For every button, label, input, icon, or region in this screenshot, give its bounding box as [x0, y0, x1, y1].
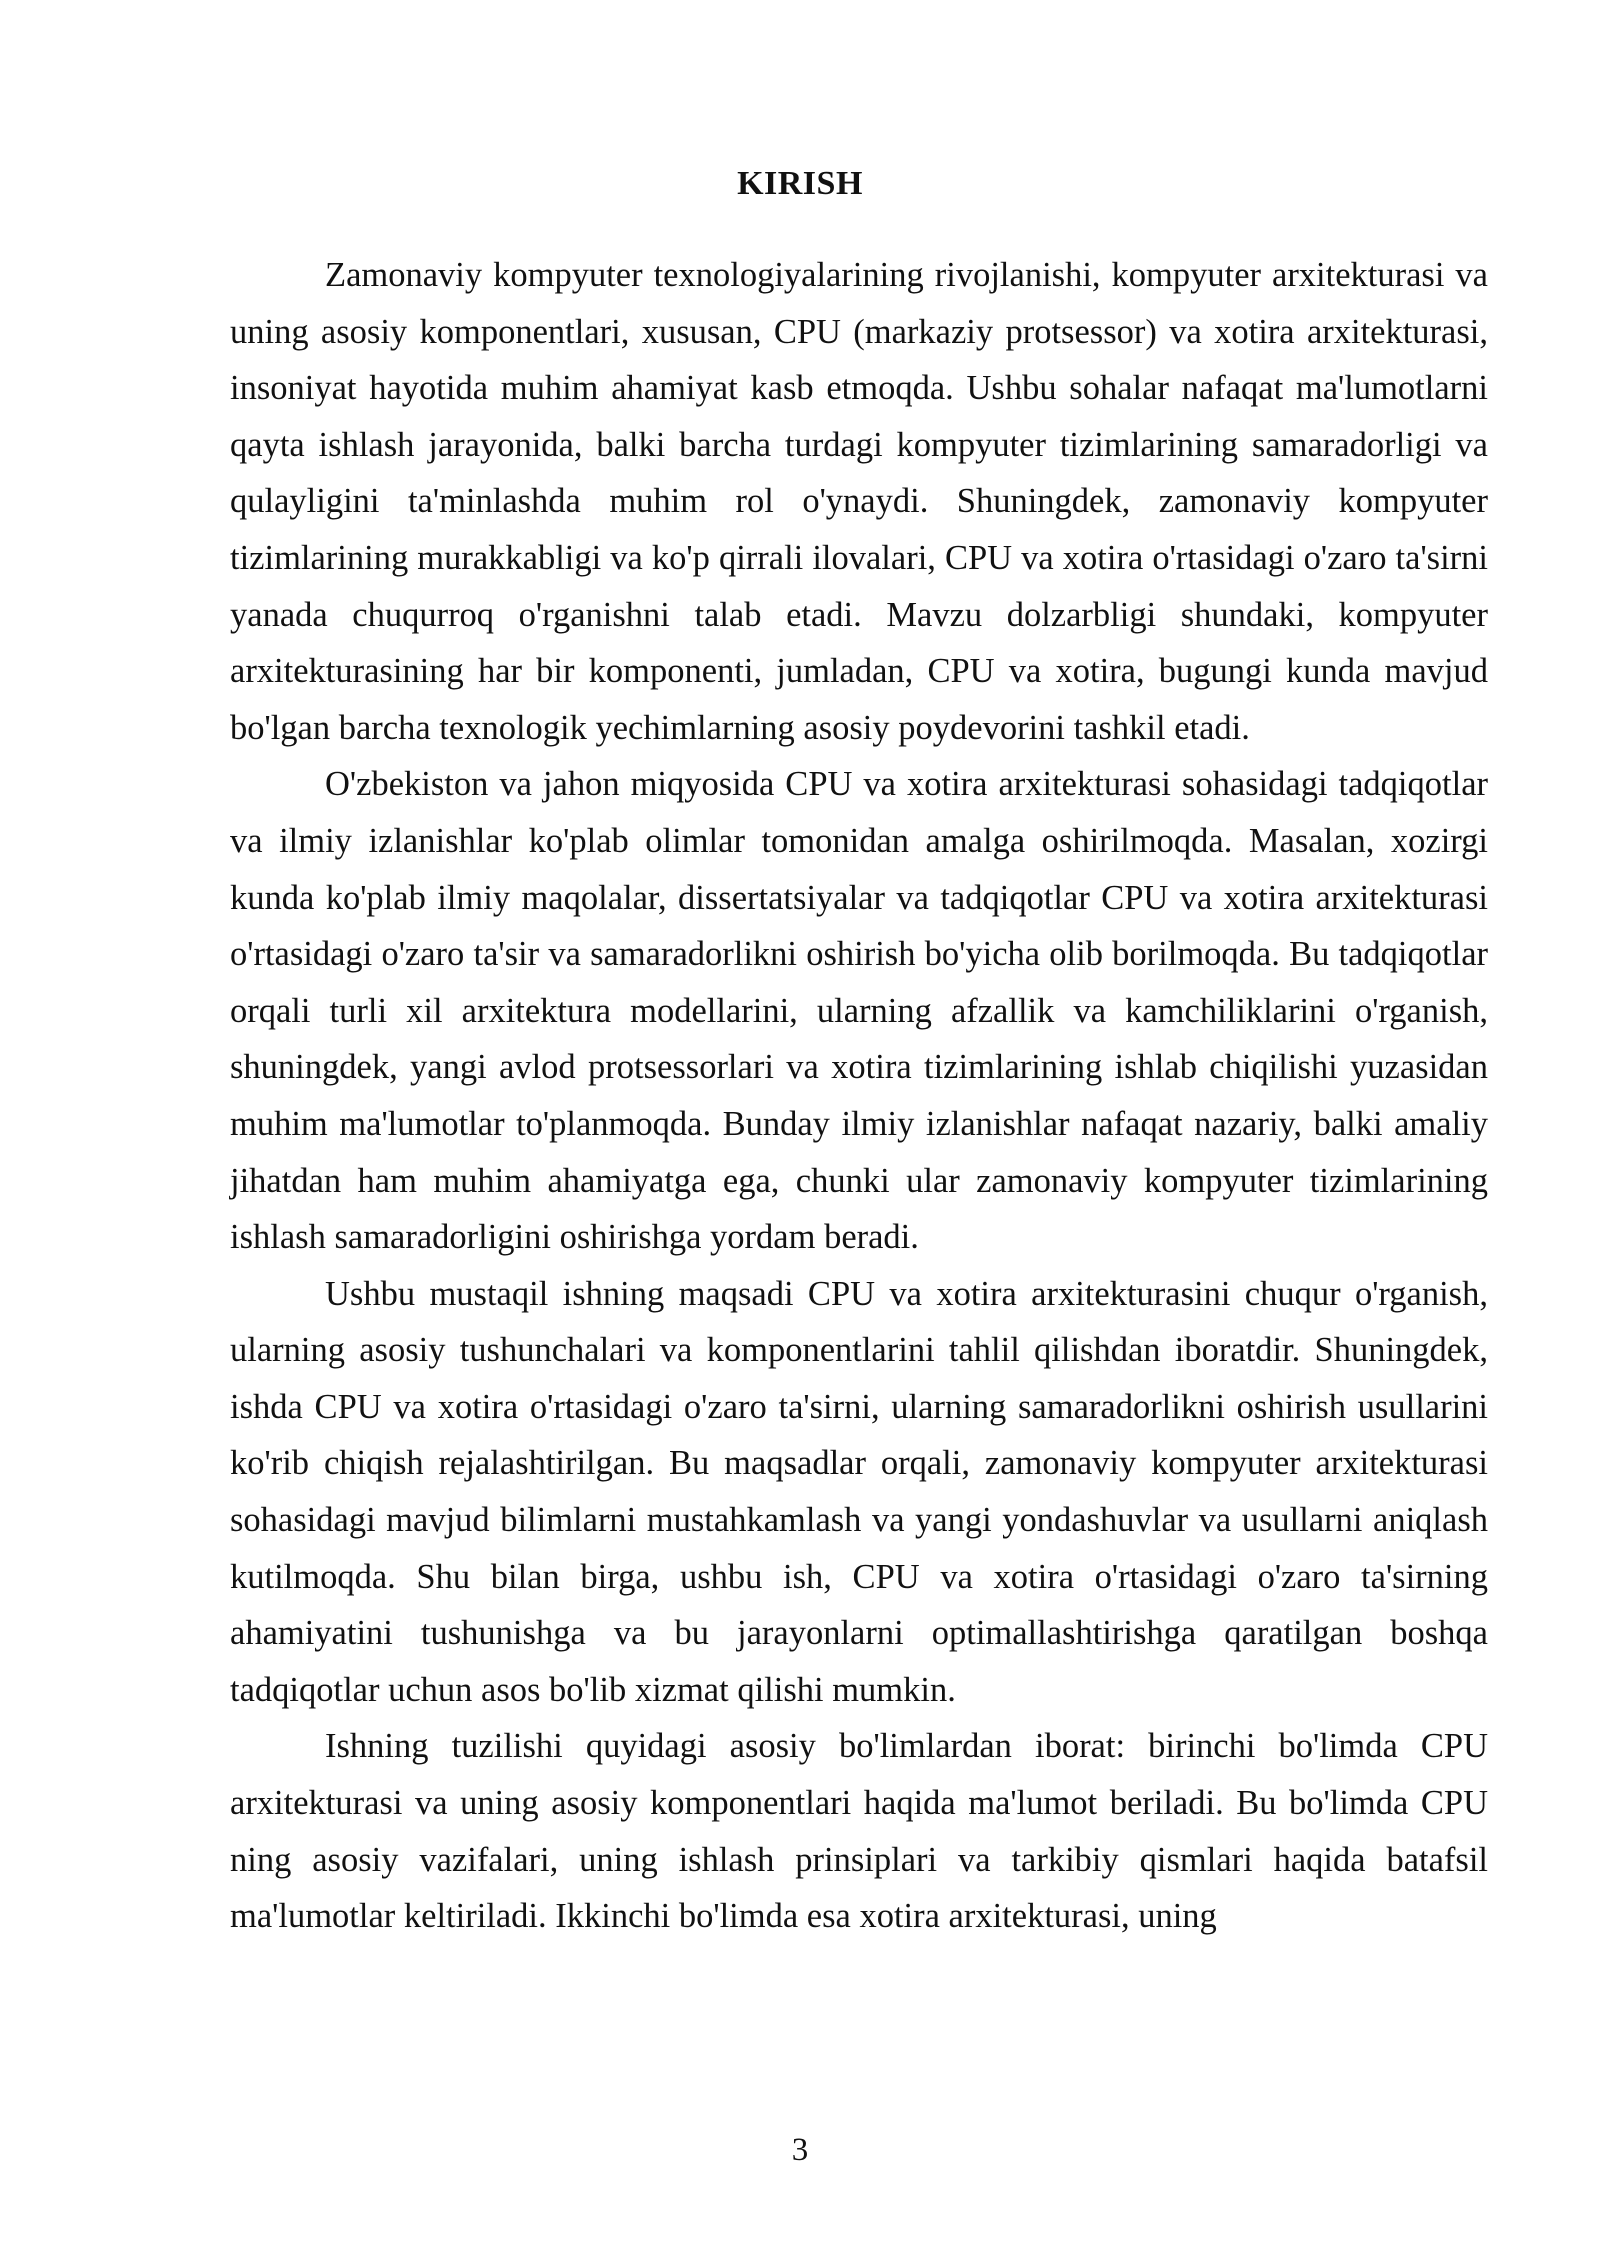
page-heading: KIRISH — [737, 165, 863, 202]
page-number: 3 — [791, 2132, 809, 2168]
body-text — [230, 247, 1488, 1945]
paragraph-1: Zamonaviy kompyuter texnologiyalarining rivojlanishi, kompyuter arxitekturasi va uning asosiy komponentlari, xususan, CPU (markaziy protsessor) va xotira arxitekturasi, insoniyat hayotida muhim ahamiyat kasb etmoqda. Ushbu sohalar nafaqat ma'lumotlarni qayta ishlash jarayonida, balki barcha turdagi kompyuter tizimlarining samaradorligi va qulayligini ta'minlashda muhim rol o'ynaydi. Shuningdek, zamonaviy kompyuter tizimlarining murakkabligi va ko'p qirrali ilovalari, CPU va xotira o'rtasidagi o'zaro ta'sirni yanada chuqurroq o'rganishni talab etadi. Mavzu dolzarbligi shundaki, kompyuter arxitekturasining har bir komponenti, jumladan, CPU va xotira, bugungi kunda mavjud bo'lgan barcha texnologik yechimlarning asosiy poydevorini tashkil etadi. — [230, 256, 1488, 747]
paragraph-2: O'zbekiston va jahon miqyosida CPU va xotira arxitekturasi sohasidagi tadqiqotlar va ilmiy izlanishlar ko'plab olimlar tomonidan amalga oshirilmoqda. Masalan, xozirgi kunda ko'plab ilmiy maqolalar, dissertatsiyalar va tadqiqotlar CPU va xotira arxitekturasi o'rtasidagi o'zaro ta'sir va samaradorlikni oshirish bo'yicha olib borilmoqda. Bu tadqiqotlar orqali turli xil arxitektura modellarini, ularning afzallik va kamchiliklarini o'rganish, shuningdek, yangi avlod protsessorlari va xotira tizimlarining ishlab chiqilishi yuzasidan muhim ma'lumotlar to'planmoqda. Bunday ilmiy izlanishlar nafaqat nazariy, balki amaliy jihatdan ham muhim ahamiyatga ega, chunki ular zamonaviy kompyuter tizimlarining ishlash samaradorligini oshirishga yordam beradi. — [230, 765, 1488, 1257]
paragraph-4: Ishning tuzilishi quyidagi asosiy bo'limlardan iborat: birinchi bo'limda CPU arxitekturasi va uning asosiy komponentlari haqida ma'lumot beriladi. Bu bo'limda CPU ning asosiy vazifalari, uning ishlash prinsiplari va tarkibiy qismlari haqida batafsil ma'lumotlar keltiriladi. Ikkinchi bo'limda esa xotira arxitekturasi, uning — [230, 1727, 1488, 1936]
paragraph-3: Ushbu mustaqil ishning maqsadi CPU va xotira arxitekturasini chuqur o'rganish, ularning asosiy tushunchalari va komponentlarini tahlil qilishdan iboratdir. Shuningdek, ishda CPU va xotira o'rtasidagi o'zaro ta'sirni, ularning samaradorlikni oshirish usullarini ko'rib chiqish rejalashtirilgan. Bu maqsadlar orqali, zamonaviy kompyuter arxitekturasi sohasidagi mavjud bilimlarni mustahkamlash va yangi yondashuvlar va usullarni aniqlash kutilmoqda. Shu bilan birga, ushbu ish, CPU va xotira o'rtasidagi o'zaro ta'sirning ahamiyatini tushunishga va bu jarayonlarni optimallashtirishga qaratilgan boshqa tadqiqotlar uchun asos bo'lib xizmat qilishi mumkin. — [230, 1274, 1488, 1709]
